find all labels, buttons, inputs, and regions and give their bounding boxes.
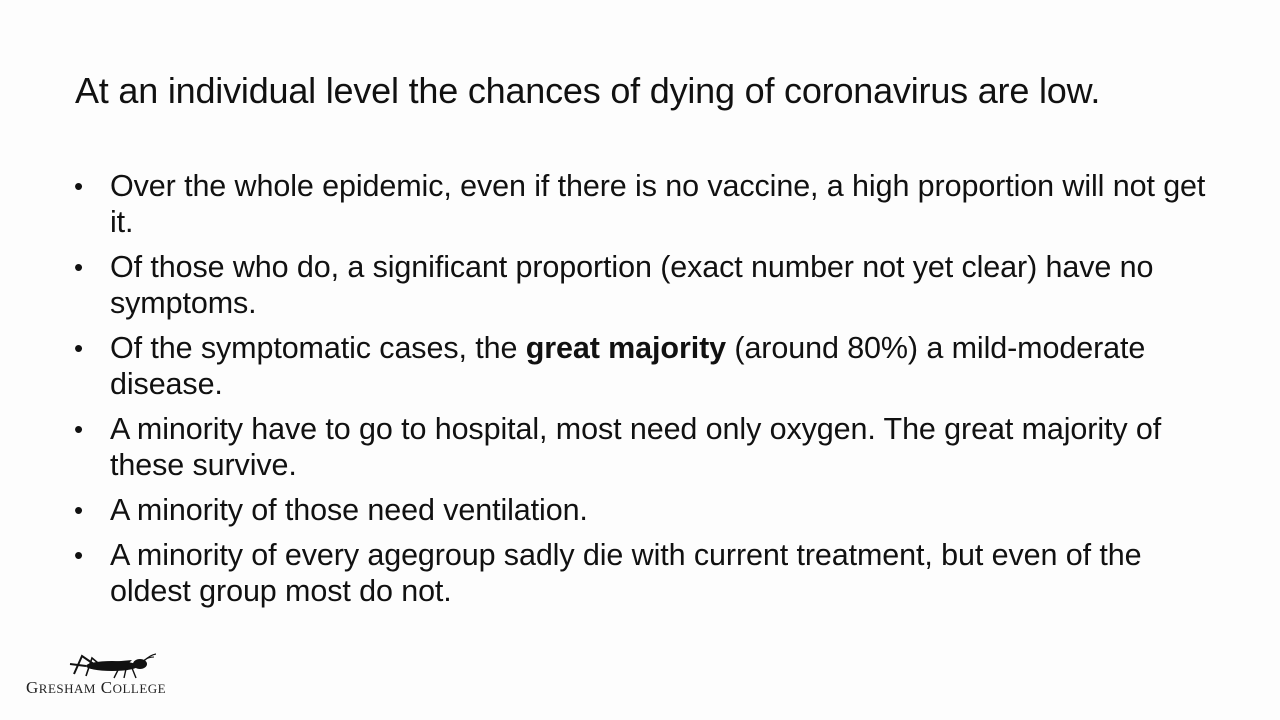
bullet-text: A minority have to go to hospital, most need only oxygen. The great majority of these survive. (110, 412, 1162, 482)
bullet-marker: • (74, 414, 84, 444)
bullet-text: A minority of those need ventilation. (110, 493, 588, 527)
bullet-marker: • (74, 495, 84, 525)
gresham-college-logo (26, 652, 196, 702)
grasshopper-icon (68, 652, 156, 680)
bullet-item (70, 492, 1220, 528)
bullet-text-end: (around 80%) a mild-moderate disease. (110, 331, 1146, 401)
logo-smallcaps: OLLEGE (112, 681, 167, 696)
bullet-text: Over the whole epidemic, even if there is no vaccine, a high proportion will not get it. (110, 169, 1206, 239)
bullet-text-emphasis: great majority (525, 331, 727, 365)
bullet-text: A minority of every agegroup sadly die with current treatment, but even of the oldest group most do not. (110, 538, 1142, 608)
bullet-item (70, 249, 1220, 321)
bullet-text: Of those who do, a significant proportion (exact number not yet clear) have no symptoms. (110, 250, 1154, 320)
logo-initial: C (100, 678, 113, 697)
logo-smallcaps: RESHAM (38, 681, 96, 696)
bullet-text-start: Of the symptomatic cases, the (110, 331, 526, 365)
slide-title: At an individual level the chances of dying of coronavirus are low. (75, 70, 1101, 111)
bullet-item (70, 330, 1220, 402)
bullet-marker: • (74, 171, 84, 201)
bullet-marker: • (74, 333, 84, 363)
bullet-marker: • (74, 252, 84, 282)
bullet-marker: • (74, 540, 84, 570)
bullet-item (70, 411, 1220, 483)
logo-initial: G (26, 678, 39, 697)
bullet-item (70, 168, 1220, 240)
bullet-item (70, 537, 1220, 609)
bullet-list (70, 168, 1220, 618)
logo-wordmark (26, 678, 166, 698)
